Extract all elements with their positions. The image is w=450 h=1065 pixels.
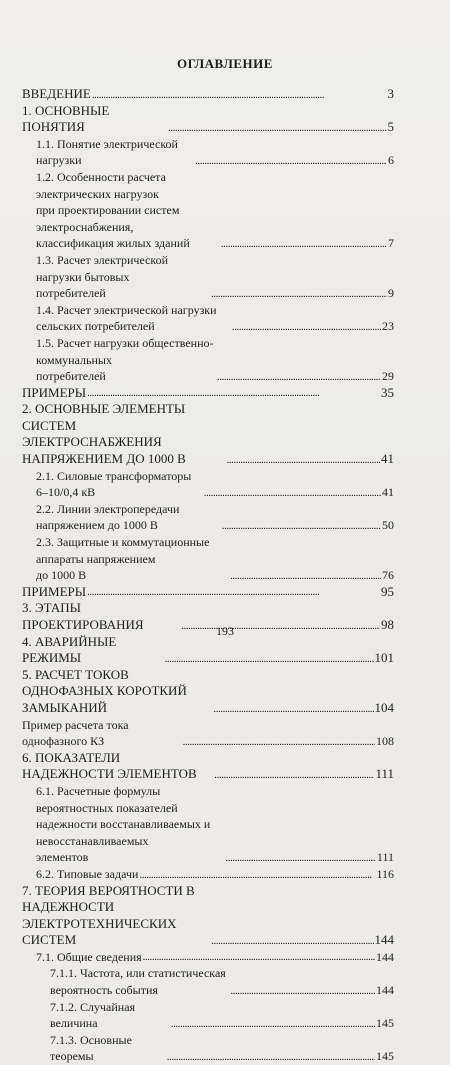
toc-entry-line: классификация жилых зданий (36, 236, 190, 251)
toc-entry (22, 949, 394, 966)
dot-leader (227, 453, 380, 466)
toc-entry-line: 5. РАСЧЕТ ТОКОВ ОДНОФАЗНЫХ КОРОТКИЙ (22, 666, 187, 699)
toc-entry (22, 302, 394, 335)
toc-entry-page: 145 (376, 1049, 394, 1064)
toc-entry-page: 144 (374, 932, 394, 948)
toc-entry-line: 7.1.2. Случайная величина (50, 999, 136, 1031)
toc-entry (22, 667, 394, 717)
toc-entry-line: 7.1.3. Основные теоремы (50, 1032, 132, 1064)
toc-entry (22, 252, 394, 302)
toc-entry (22, 883, 394, 949)
dot-leader (195, 154, 387, 167)
toc-entry-page: 29 (382, 369, 394, 384)
toc-entry (22, 169, 394, 252)
toc-entry-line: 7.1. Общие сведения (36, 949, 142, 964)
dot-leader (226, 851, 376, 864)
toc-entry-title (36, 302, 231, 335)
toc-entry-line: 1. ОСНОВНЫЕ ПОНЯТИЯ (22, 102, 110, 135)
toc-entry-line: потребителей (36, 369, 106, 384)
toc-entry-title (36, 136, 194, 169)
toc-entry-page: 111 (376, 850, 394, 865)
toc-entry-title (22, 750, 213, 783)
toc-entry-line: 6.1. Расчетные формулы вероятностных показателей (36, 783, 178, 815)
toc-entry-title (22, 385, 86, 402)
toc-entry (22, 385, 394, 402)
toc-entry-title (36, 534, 229, 584)
toc-entry-line: 7.1.1. Частота, или статистическая вероятность события (50, 966, 226, 998)
dot-leader (183, 735, 375, 748)
toc-entry-title (36, 866, 138, 883)
toc-entry-page: 108 (376, 734, 394, 749)
toc-entry (22, 86, 394, 103)
toc-entry-line: 7. ТЕОРИЯ ВЕРОЯТНОСТИ В НАДЕЖНОСТИ (22, 882, 195, 915)
toc-entry-page: 41 (382, 485, 394, 500)
toc-entry-page: 5 (387, 119, 394, 135)
toc-entry-page: 98 (381, 617, 394, 632)
dot-leader (92, 88, 387, 101)
toc-entry-line: ПРИМЕРЫ (22, 384, 87, 400)
toc-entry-page: 144 (376, 949, 394, 964)
toc-entry-title (22, 883, 210, 949)
toc-entry-page: 6 (388, 153, 394, 168)
dot-leader (168, 121, 386, 134)
toc-entry-title (22, 401, 226, 467)
toc-entry (22, 999, 394, 1032)
toc-entry-line: 4. АВАРИЙНЫЕ РЕЖИМЫ (22, 633, 117, 666)
dot-leader (222, 519, 381, 532)
dot-leader (217, 370, 381, 383)
toc-entry-line: 1.4. Расчет электрической нагрузки сельских потребителей (36, 302, 217, 334)
toc-entry-page: 50 (382, 518, 394, 533)
toc-entry-page: 7 (388, 236, 394, 251)
page-number: 193 (216, 624, 234, 638)
dot-leader (87, 386, 380, 399)
toc-entry (22, 717, 394, 750)
toc-entry-line: 2.3. Защитные и коммутационные аппараты напряжением (36, 535, 210, 566)
dot-leader (211, 287, 387, 300)
toc-entry-line: ПРИМЕРЫ (22, 583, 87, 599)
dot-leader (204, 486, 381, 499)
toc-entry-title (36, 335, 216, 385)
dot-leader (167, 1050, 375, 1063)
toc-entry-title (36, 783, 225, 866)
toc-entry-line: ЗАМЫКАНИЙ (22, 699, 108, 715)
toc-entry-line: до 1000 В (36, 568, 87, 583)
toc-entry-line: 2.1. Силовые трансформаторы 6–10/0,4 кВ (36, 468, 192, 500)
toc-entry-page: 41 (381, 451, 394, 467)
toc-entry (22, 534, 394, 584)
toc-entry-page: 111 (375, 766, 394, 782)
toc-entry-title (22, 584, 86, 601)
toc-entry-title (22, 103, 167, 136)
toc-entry-title (22, 717, 182, 750)
toc-entry-page: 101 (374, 650, 394, 666)
toc-entry-line: элементов (36, 850, 89, 865)
dot-leader (143, 950, 375, 963)
toc-entry-line: потребителей (36, 286, 106, 301)
toc-entry-line: ЭЛЕКТРОСНАБЖЕНИЯ НАПРЯЖЕНИЕМ ДО 1000 В (22, 434, 186, 467)
toc-entry-line: ВВЕДЕНИЕ (22, 86, 91, 101)
toc-entry-page: 9 (388, 286, 394, 301)
toc-entry-title (50, 965, 229, 998)
toc-entry-title (36, 468, 203, 501)
toc-entry (22, 783, 394, 866)
toc-entry (22, 750, 394, 783)
toc-entry-line: 6.2. Типовые задачи (36, 866, 139, 881)
toc-entry-title (36, 169, 220, 252)
dot-leader (213, 702, 373, 715)
toc-entry-line: ЭЛЕКТРОТЕХНИЧЕСКИХ СИСТЕМ (22, 915, 177, 948)
toc-entry (22, 335, 394, 385)
toc-entry-line: 2.2. Линии электропередачи напряжением до 1000 В (36, 501, 180, 533)
dot-leader (230, 569, 381, 582)
toc-entry-line: 3. ЭТАПЫ ПРОЕКТИРОВАНИЯ (22, 600, 144, 632)
dot-leader (221, 237, 387, 250)
toc-entry (22, 468, 394, 501)
toc-entry-line: 1.1. Понятие электрической нагрузки (36, 136, 178, 168)
toc-entry-page: 144 (376, 983, 394, 998)
toc-entry-line: 6. ПОКАЗАТЕЛИ НАДЕЖНОСТИ ЭЛЕМЕНТОВ (22, 749, 197, 782)
dot-leader (211, 934, 373, 947)
toc-entry-page: 95 (381, 583, 394, 599)
toc-entry-line: 1.5. Расчет нагрузки общественно-коммунальных (36, 335, 214, 367)
toc-entry-page: 3 (387, 86, 394, 101)
toc-entry (22, 401, 394, 467)
toc-entry (22, 866, 394, 883)
toc-entry-title (50, 1032, 166, 1065)
page-title: ОГЛАВЛЕНИЕ (177, 56, 273, 71)
toc-entry-title (36, 501, 221, 534)
toc-entry-page: 76 (382, 568, 394, 583)
dot-leader (139, 868, 375, 881)
dot-leader (165, 652, 374, 665)
toc-entry-page: 104 (374, 699, 394, 715)
toc-entry-line: 1.3. Расчет электрической нагрузки бытовых (36, 252, 169, 284)
toc-entry-line: 1.2. Особенности расчета электрических нагрузок (36, 169, 166, 201)
toc-entry (22, 965, 394, 998)
toc-entry-title (36, 252, 210, 302)
dot-leader (232, 320, 381, 333)
dot-leader (214, 768, 374, 781)
toc-entry (22, 1032, 394, 1065)
toc-entry (22, 136, 394, 169)
toc-entry-title (36, 949, 142, 966)
toc-entry-line: надежности восстанавливаемых и невосстанавливаемых (36, 817, 211, 848)
dot-leader (87, 585, 380, 598)
dot-leader (230, 984, 375, 997)
toc-entry-page: 23 (382, 319, 394, 334)
toc-entry-title (22, 86, 91, 103)
toc-entry-title (22, 667, 212, 717)
toc-entry-line: при проектировании систем электроснабжения, (36, 203, 180, 234)
toc-entry-line: Пример расчета тока однофазного КЗ (22, 717, 129, 749)
toc-entry-page: 35 (381, 384, 394, 400)
toc-entry-line: 2. ОСНОВНЫЕ ЭЛЕМЕНТЫ СИСТЕМ (22, 401, 186, 433)
toc-entry (22, 501, 394, 534)
toc-entry-title (50, 999, 170, 1032)
table-of-contents (22, 86, 394, 1065)
toc-entry-page: 116 (376, 866, 394, 881)
dot-leader (171, 1017, 375, 1030)
toc-entry-page: 145 (376, 1016, 394, 1031)
toc-entry (22, 103, 394, 136)
toc-entry (22, 584, 394, 601)
